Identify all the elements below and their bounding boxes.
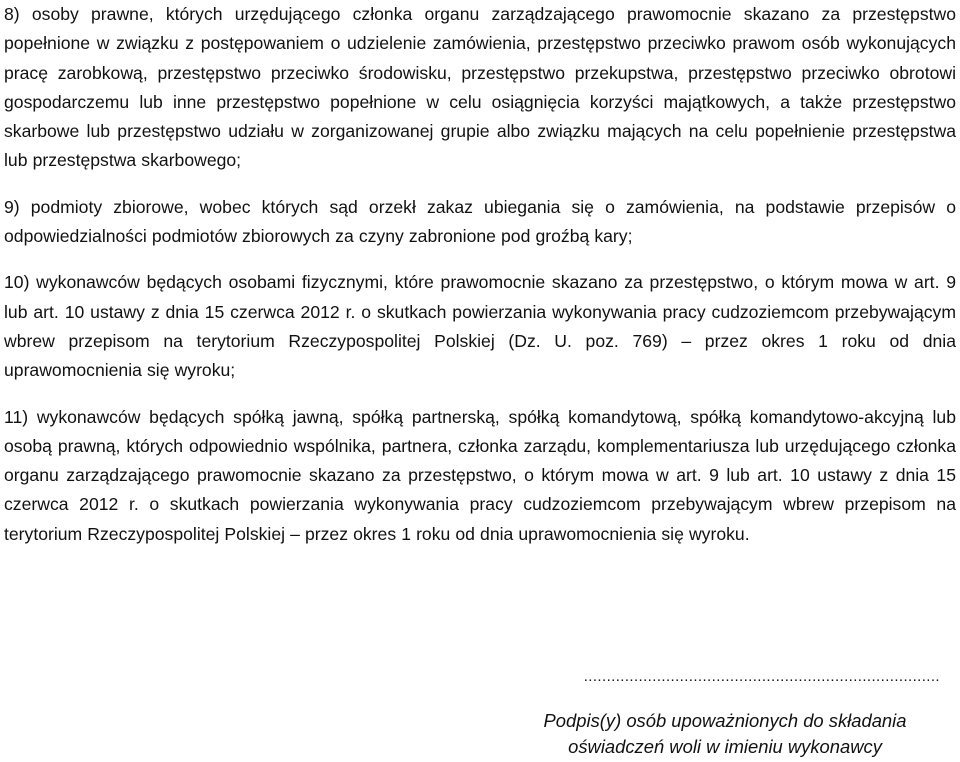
signature-caption xyxy=(510,708,940,760)
signature-caption-line-2: oświadczeń woli w imieniu wykonawcy xyxy=(568,736,882,757)
paragraph-item-10: 10) wykonawców będących osobami fizycznymi, które prawomocnie skazano za przestępstwo, o którym mowa w art. 9 lub art. 10 ustawy z dnia 15 czerwca 2012 r. o skutkach powierzania wykonywania pracy cudzoziemcom przebywającym wbrew przepisom na terytorium Rzeczypospolitej Polskiej (Dz. U. poz. 769) – przez okres 1 roku od dnia uprawomocnienia się wyroku; xyxy=(4,272,956,381)
signature-caption-line-1: Podpis(y) osób upoważnionych do składania xyxy=(543,710,907,731)
document-page xyxy=(4,0,956,549)
paragraph-item-8: 8) osoby prawne, których urzędującego członka organu zarządzającego prawomocnie skazano za przestępstwo popełnione w związku z postępowaniem o udzielenie zamówienia, przestępstwo przeciwko prawom osób wykonujących pracę zarobkową, przestępstwo przeciwko środowisku, przestępstwo przekupstwa, przestępstwo przeciwko obrotowi gospodarczemu lub inne przestępstwo popełnione w celu osiągnięcia korzyści majątkowych, a także przestępstwo skarbowe lub przestępstwo udziału w zorganizowanej grupie albo związku mających na celu popełnienie przestępstwa lub przestępstwa skarbowego; xyxy=(4,4,956,171)
signature-line: .............................................................................. xyxy=(583,668,940,685)
paragraph-item-11: 11) wykonawców będących spółką jawną, spółką partnerską, spółką komandytową, spółką komandytowo-akcyjną lub osobą prawną, których odpowiednio wspólnika, partnera, członka zarządu, komplementariusza lub urzędującego członka organu zarządzającego prawomocnie skazano za przestępstwo, o którym mowa w art. 9 lub art. 10 ustawy z dnia 15 czerwca 2012 r. o skutkach powierzania wykonywania pracy cudzoziemcom przebywającym wbrew przepisom na terytorium Rzeczypospolitej Polskiej – przez okres 1 roku od dnia uprawomocnienia się wyroku. xyxy=(4,406,956,544)
signature-block xyxy=(510,668,940,760)
paragraph-item-9: 9) podmioty zbiorowe, wobec których sąd orzekł zakaz ubiegania się o zamówienia, na podstawie przepisów o odpowiedzialności podmiotów zbiorowych za czyny zabronione pod groźbą kary; xyxy=(4,196,956,247)
